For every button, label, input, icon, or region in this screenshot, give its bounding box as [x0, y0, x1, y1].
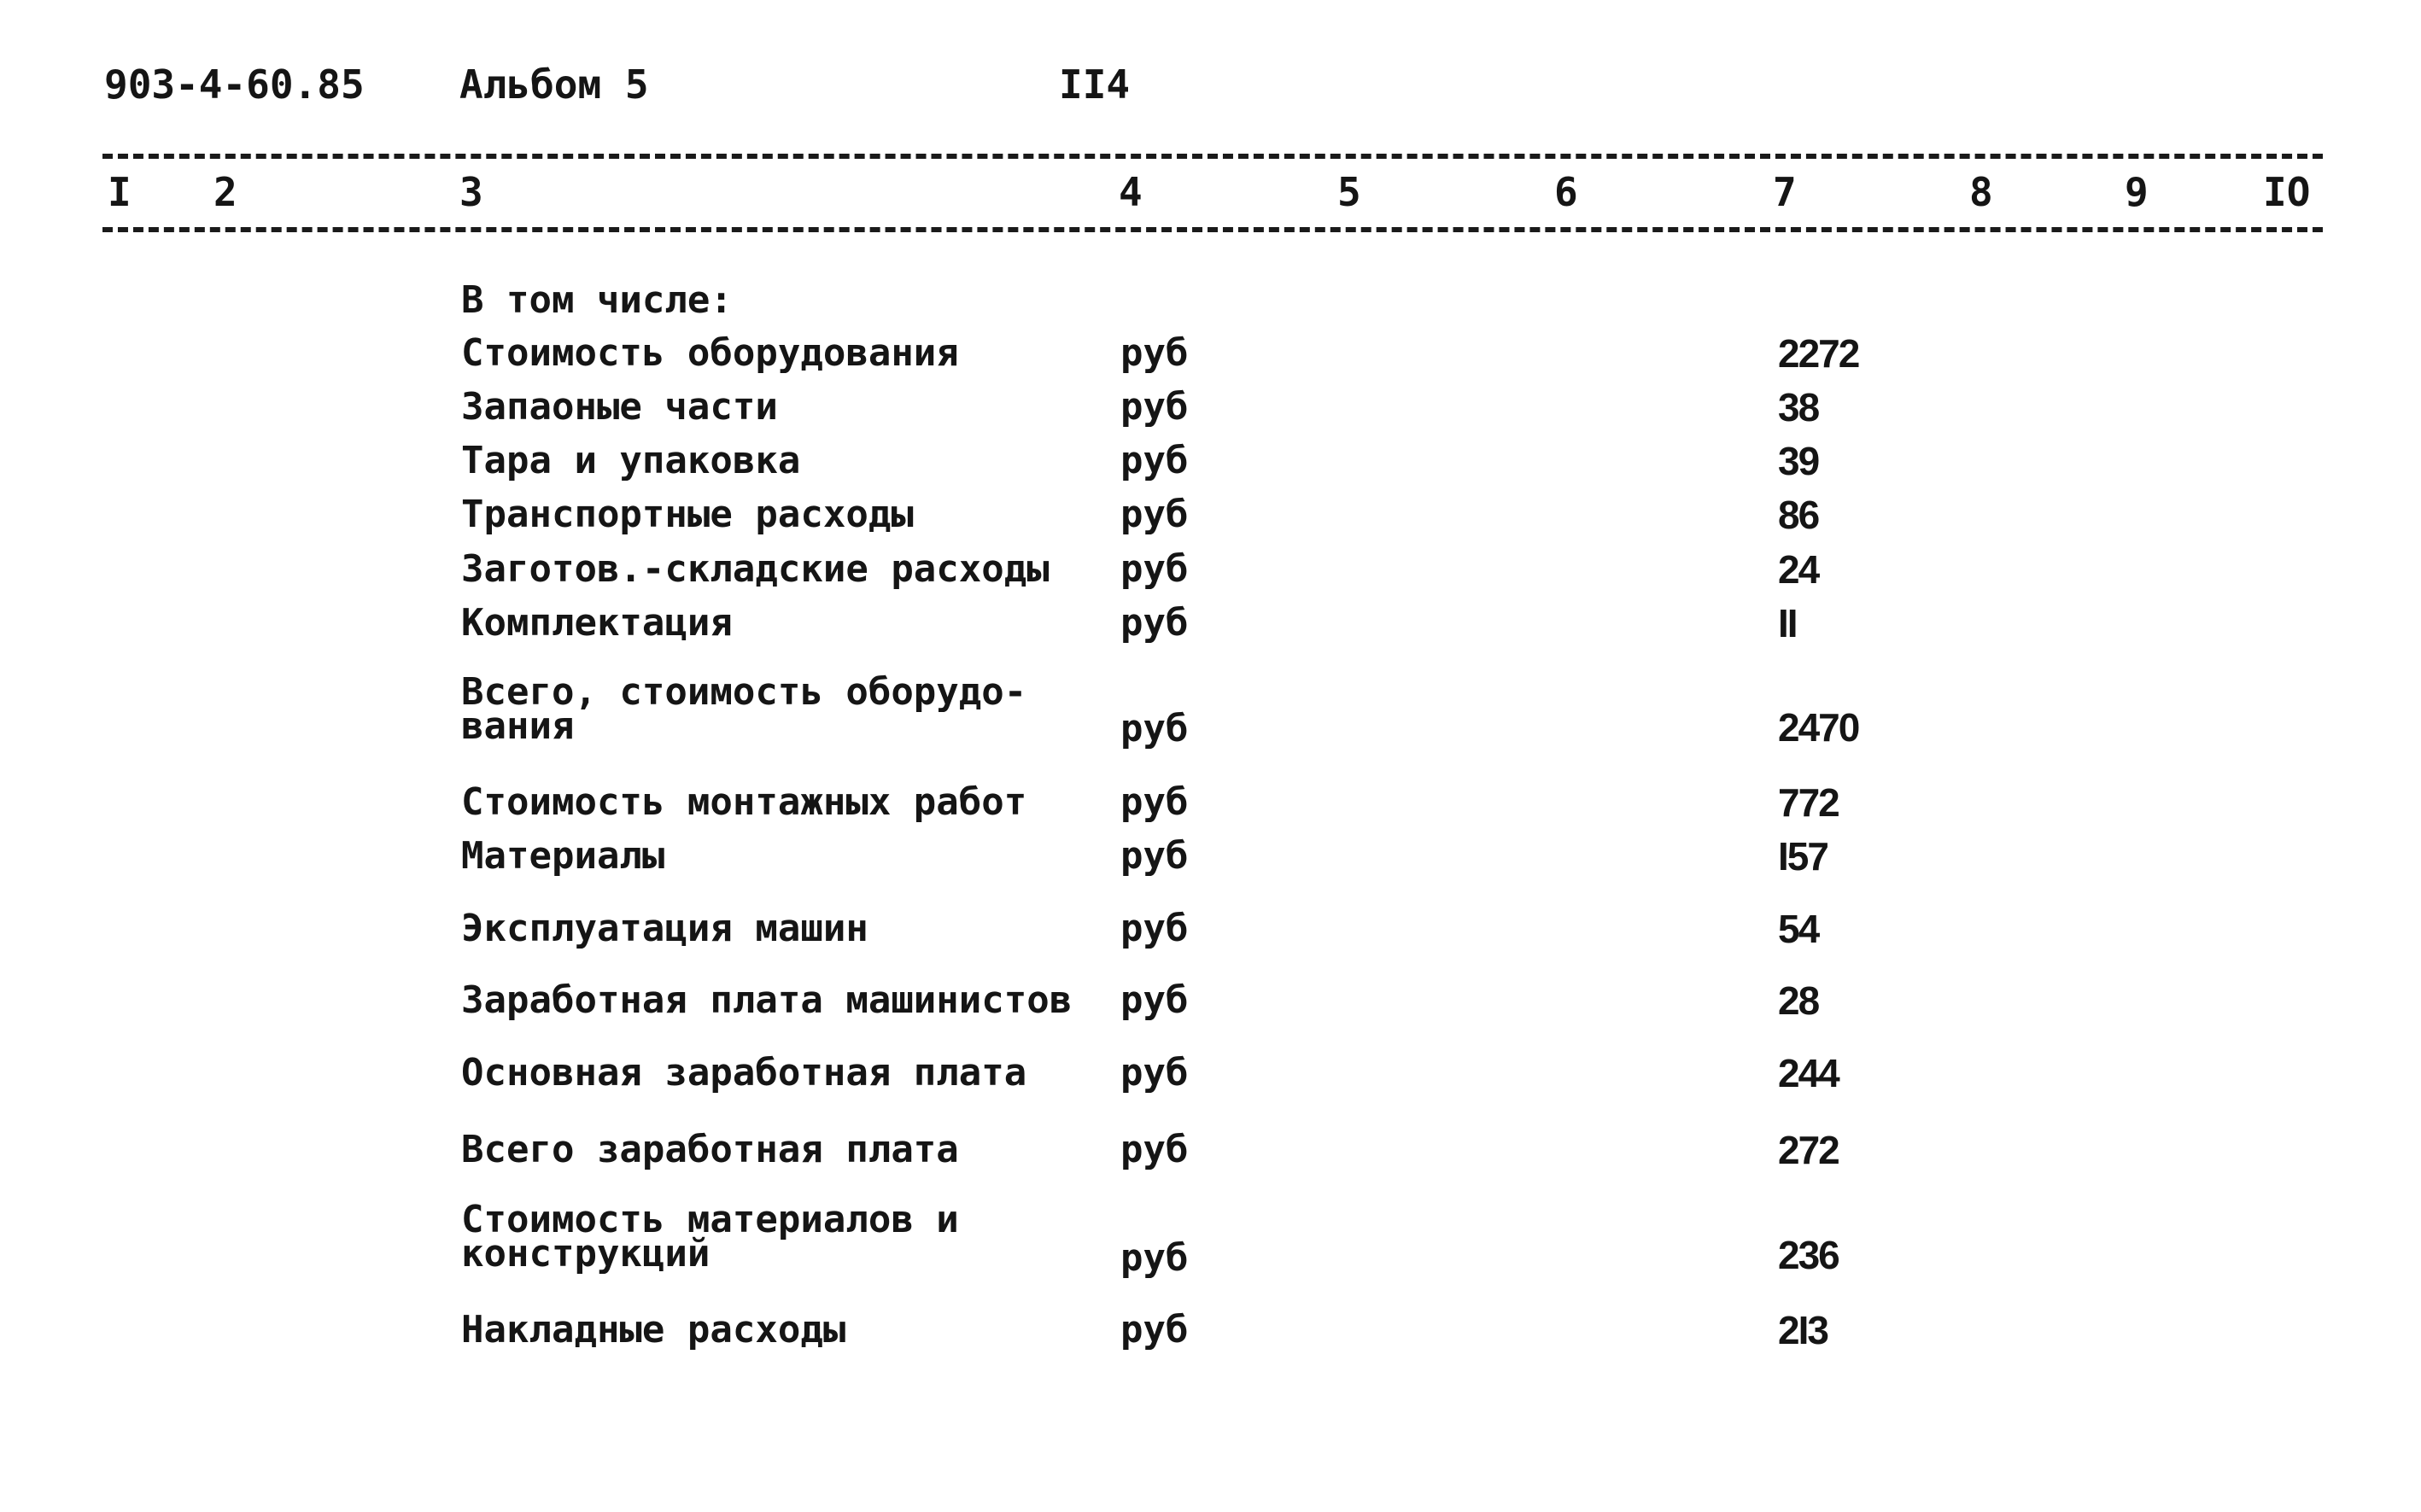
row-value: 39 — [1778, 439, 1819, 483]
album-label: Альбом 5 — [459, 61, 649, 108]
column-number-5: 5 — [1337, 169, 1361, 215]
column-number-10: IO — [2263, 169, 2311, 215]
column-number-7: 7 — [1773, 169, 1797, 215]
row-label: Всего, стоимость оборудо- — [461, 670, 1027, 714]
row-unit: руб — [1120, 1128, 1189, 1171]
row-value: 28 — [1778, 978, 1819, 1023]
document-code: 903-4-60.85 — [104, 61, 365, 108]
row-value: 236 — [1778, 1233, 1839, 1277]
row-value: 2272 — [1778, 331, 1859, 376]
row-unit: руб — [1120, 601, 1189, 645]
column-number-2: 2 — [213, 169, 237, 215]
row-label: Транспортные расходы — [461, 493, 914, 536]
column-number-6: 6 — [1554, 169, 1578, 215]
row-label: Тара и упаковка — [461, 439, 801, 482]
row-unit: руб — [1120, 780, 1189, 824]
row-label: Заработная плата машинистов — [461, 978, 1073, 1022]
row-unit: руб — [1120, 978, 1189, 1022]
row-unit: руб — [1120, 385, 1189, 429]
row-value: II — [1778, 601, 1797, 645]
row-value: 272 — [1778, 1128, 1839, 1172]
column-number-4: 4 — [1119, 169, 1143, 215]
row-value: 2I3 — [1778, 1308, 1827, 1352]
row-unit: руб — [1120, 907, 1189, 950]
row-value: 244 — [1778, 1051, 1839, 1095]
row-label-continuation: конструкций — [461, 1232, 711, 1276]
row-label: Заготов.-складские расходы — [461, 547, 1050, 591]
row-unit: руб — [1120, 493, 1189, 536]
column-number-3: 3 — [459, 169, 483, 215]
row-label: Стоимость монтажных работ — [461, 780, 1027, 824]
bottom-dashed-rule — [102, 227, 2323, 232]
column-number-1: I — [108, 169, 132, 215]
row-unit: руб — [1120, 1051, 1189, 1095]
row-value: 86 — [1778, 493, 1819, 537]
row-unit: руб — [1120, 1236, 1189, 1280]
section-title: В том числе: — [461, 278, 733, 322]
row-label: Эксплуатация машин — [461, 907, 868, 950]
row-unit: руб — [1120, 331, 1189, 375]
row-label: Всего заработная плата — [461, 1128, 959, 1171]
row-label-continuation: вания — [461, 704, 575, 748]
row-label: Стоимость оборудования — [461, 331, 959, 375]
page-number: II4 — [1059, 61, 1131, 108]
row-unit: руб — [1120, 439, 1189, 482]
row-value: I57 — [1778, 834, 1827, 879]
row-value: 38 — [1778, 385, 1819, 429]
row-value: 2470 — [1778, 705, 1859, 750]
row-value: 54 — [1778, 907, 1819, 951]
row-label: Комплектация — [461, 601, 733, 645]
row-unit: руб — [1120, 1308, 1189, 1351]
column-number-8: 8 — [1969, 169, 1993, 215]
row-label: Материалы — [461, 834, 665, 878]
column-number-9: 9 — [2125, 169, 2149, 215]
row-label: Запаоные части — [461, 385, 778, 429]
top-dashed-rule — [102, 154, 2323, 159]
row-value: 24 — [1778, 547, 1819, 592]
row-label: Основная заработная плата — [461, 1051, 1027, 1095]
row-label: Стоимость материалов и — [461, 1198, 959, 1241]
row-label: Накладные расходы — [461, 1308, 846, 1351]
row-unit: руб — [1120, 707, 1189, 750]
row-value: 772 — [1778, 780, 1839, 825]
row-unit: руб — [1120, 547, 1189, 591]
row-unit: руб — [1120, 834, 1189, 878]
